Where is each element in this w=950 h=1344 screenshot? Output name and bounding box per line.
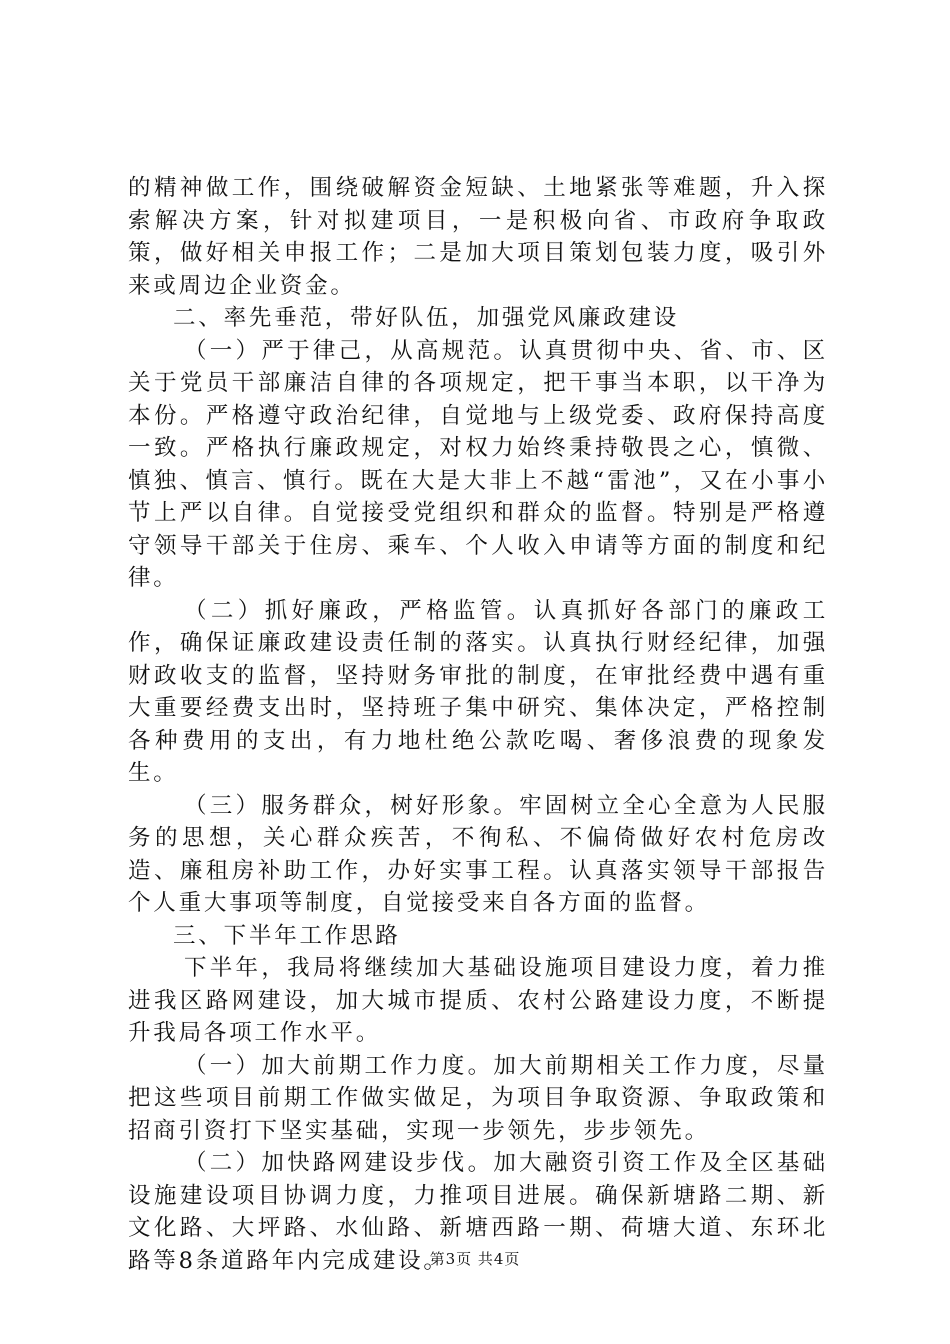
- document-body: [128, 172, 828, 1277]
- paragraph-preliminary-work: （一）加大前期工作力度。加大前期相关工作力度，尽量把这些项目前期工作做实做足，为项目争取资源、争取政策和招商引资打下坚实基础，实现一步领先，步步领先。: [128, 1052, 828, 1144]
- section-heading-3: 三、下半年工作思路: [173, 922, 401, 949]
- section-heading-2: 二、率先垂范，带好队伍，加强党风廉政建设: [173, 305, 680, 331]
- paragraph-supervision: （二）抓好廉政，严格监管。认真抓好各部门的廉政工作，确保证廉政建设责任制的落实。认真执行财经纪律，加强财政收支的监督，坚持财务审批的制度，在审批经费中遇有重大重要经费支出时，坚持班子集中研究、集体决定，严格控制各种费用的支出，有力地杜绝公款吃喝、奢侈浪费的现象发生。: [128, 597, 828, 786]
- paragraph-self-discipline: （一）严于律己，从高规范。认真贯彻中央、省、市、区关于党员干部廉洁自律的各项规定，把干事当本职，以干净为本份。严格遵守政治纪律，自觉地与上级党委、政府保持高度一致。严格执行廉政规定，对权力始终秉持敬畏之心，慎微、慎独、慎言、慎行。既在大是大非上不越“雷池”，又在小事小节上严以自律。自觉接受党组织和群众的监督。特别是严格遵守领导干部关于住房、乘车、个人收入申请等方面的制度和纪律。: [128, 337, 828, 591]
- paragraph-second-half-intro: 下半年，我局将继续加大基础设施项目建设力度，着力推进我区路网建设，加大城市提质、农村公路建设力度，不断提升我局各项工作水平。: [128, 955, 828, 1046]
- paragraph-serve-masses: （三）服务群众，树好形象。牢固树立全心全意为人民服务的思想，关心群众疾苦，不徇私、不偏倚做好农村危房改造、廉租房补助工作，办好实事工程。认真落实领导干部报告个人重大事项等制度，自觉接受来自各方面的监督。: [128, 792, 828, 916]
- page-footer: 第3页 共4页: [429, 1250, 521, 1268]
- paragraph-road-network: （二）加快路网建设步伐。加大融资引资工作及全区基础设施建设项目协调力度，力推项目进展。确保新塘路二期、新文化路、大坪路、水仙路、新塘西路一期、荷塘大道、东环北路等8条道路年内完成建设。: [128, 1150, 828, 1274]
- paragraph-funding: 的精神做工作，围绕破解资金短缺、土地紧张等难题，升入探索解决方案，针对拟建项目，一是积极向省、市政府争取政策，做好相关申报工作；二是加大项目策划包装力度，吸引外来或周边企业资金。: [128, 175, 828, 299]
